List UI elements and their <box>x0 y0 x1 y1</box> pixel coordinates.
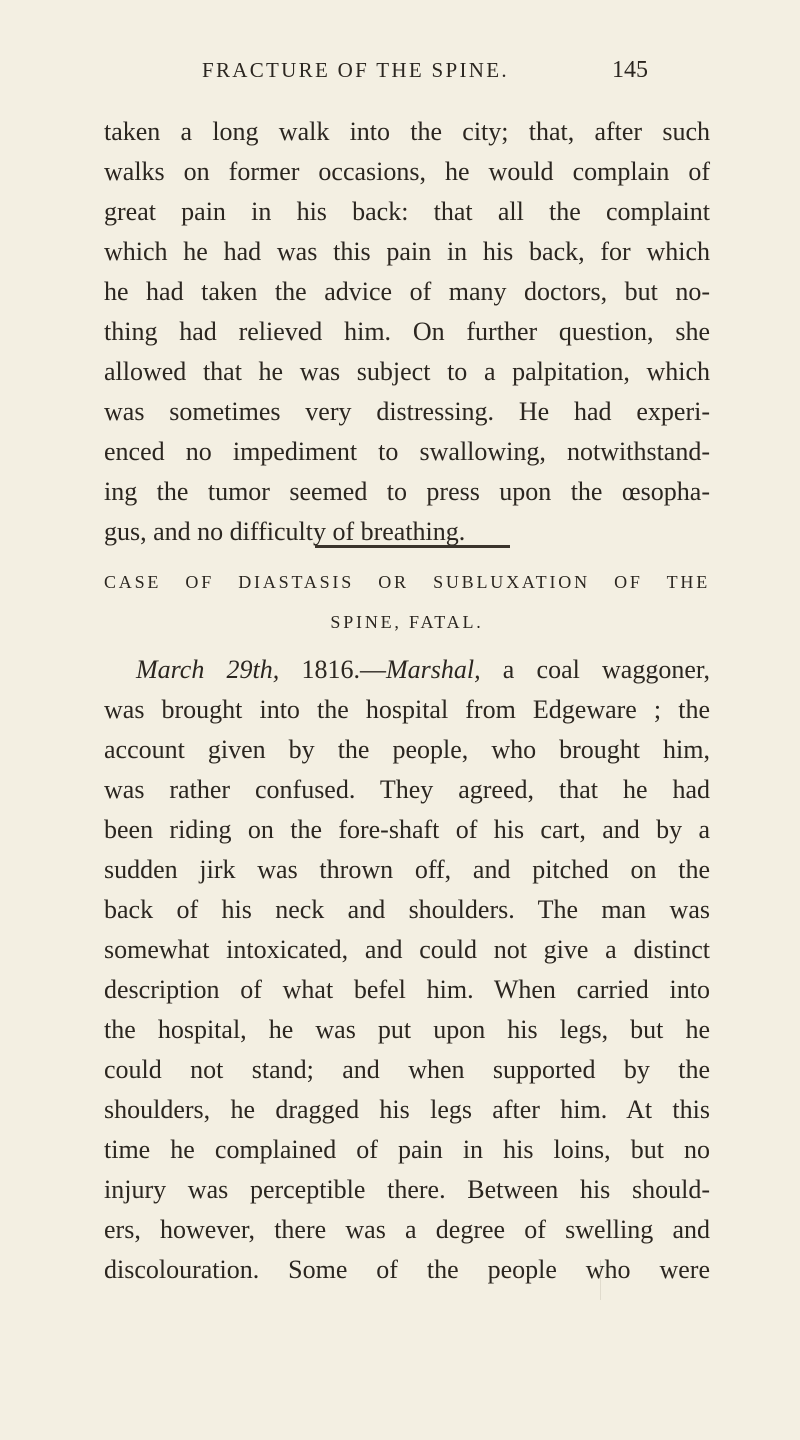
text-line: was rather confused. They agreed, that he had <box>104 775 710 804</box>
text-line: could not stand; and when supported by the <box>104 1055 710 1084</box>
text-line: been riding on the fore-shaft of his cart, and by a <box>104 815 710 844</box>
text-line: was brought into the hospital from Edgeware ; the <box>104 695 710 724</box>
case-first-line-rest: a coal waggoner, <box>480 655 711 684</box>
text-line: somewhat intoxicated, and could not give a distinct <box>104 935 710 964</box>
case-year: 1816.— <box>279 655 386 684</box>
text-line: which he had was this pain in his back, for which <box>104 237 710 266</box>
case-first-line <box>104 650 710 690</box>
paragraph-continued <box>104 112 710 552</box>
text-line: back of his neck and shoulders. The man was <box>104 895 710 924</box>
text-line: sudden jirk was thrown off, and pitched on the <box>104 855 710 884</box>
case-heading-line: SPINE, FATAL. <box>330 612 484 632</box>
text-line: taken a long walk into the city; that, after such <box>104 117 710 146</box>
text-line: great pain in his back: that all the complaint <box>104 197 710 226</box>
text-line: account given by the people, who brought him, <box>104 735 710 764</box>
text-line: ing the tumor seemed to press upon the œsopha- <box>104 477 710 506</box>
text-line: thing had relieved him. On further question, she <box>104 317 710 346</box>
text-line: injury was perceptible there. Between his should- <box>104 1175 710 1204</box>
case-paragraph <box>104 650 710 1290</box>
running-title: FRACTURE OF THE SPINE. <box>202 58 509 82</box>
text-line: he had taken the advice of many doctors, but no- <box>104 277 710 306</box>
scan-artifact <box>600 1260 615 1300</box>
text-line: discolouration. Some of the people who were <box>104 1255 710 1284</box>
text-line: time he complained of pain in his loins, but no <box>104 1135 710 1164</box>
page-number: 145 <box>612 57 648 83</box>
text-line: allowed that he was subject to a palpitation, which <box>104 357 710 386</box>
text-line: enced no impediment to swallowing, notwithstand- <box>104 437 710 466</box>
case-heading-line: CASE OF DIASTASIS OR SUBLUXATION OF THE <box>104 572 710 592</box>
patient-name: Marshal, <box>385 655 481 684</box>
case-heading <box>104 562 710 642</box>
running-head <box>0 58 800 92</box>
text-line: the hospital, he was put upon his legs, but he <box>104 1015 710 1044</box>
text-line: was sometimes very distressing. He had experi- <box>104 397 710 426</box>
text-line: gus, and no difficulty of breathing. <box>104 517 466 546</box>
text-line: ers, however, there was a degree of swelling and <box>104 1215 710 1244</box>
case-date: March 29th, <box>136 655 280 684</box>
text-line: description of what befel him. When carried into <box>104 975 710 1004</box>
section-divider <box>315 545 510 548</box>
text-line: walks on former occasions, he would complain of <box>104 157 710 186</box>
text-line: shoulders, he dragged his legs after him. At this <box>104 1095 710 1124</box>
